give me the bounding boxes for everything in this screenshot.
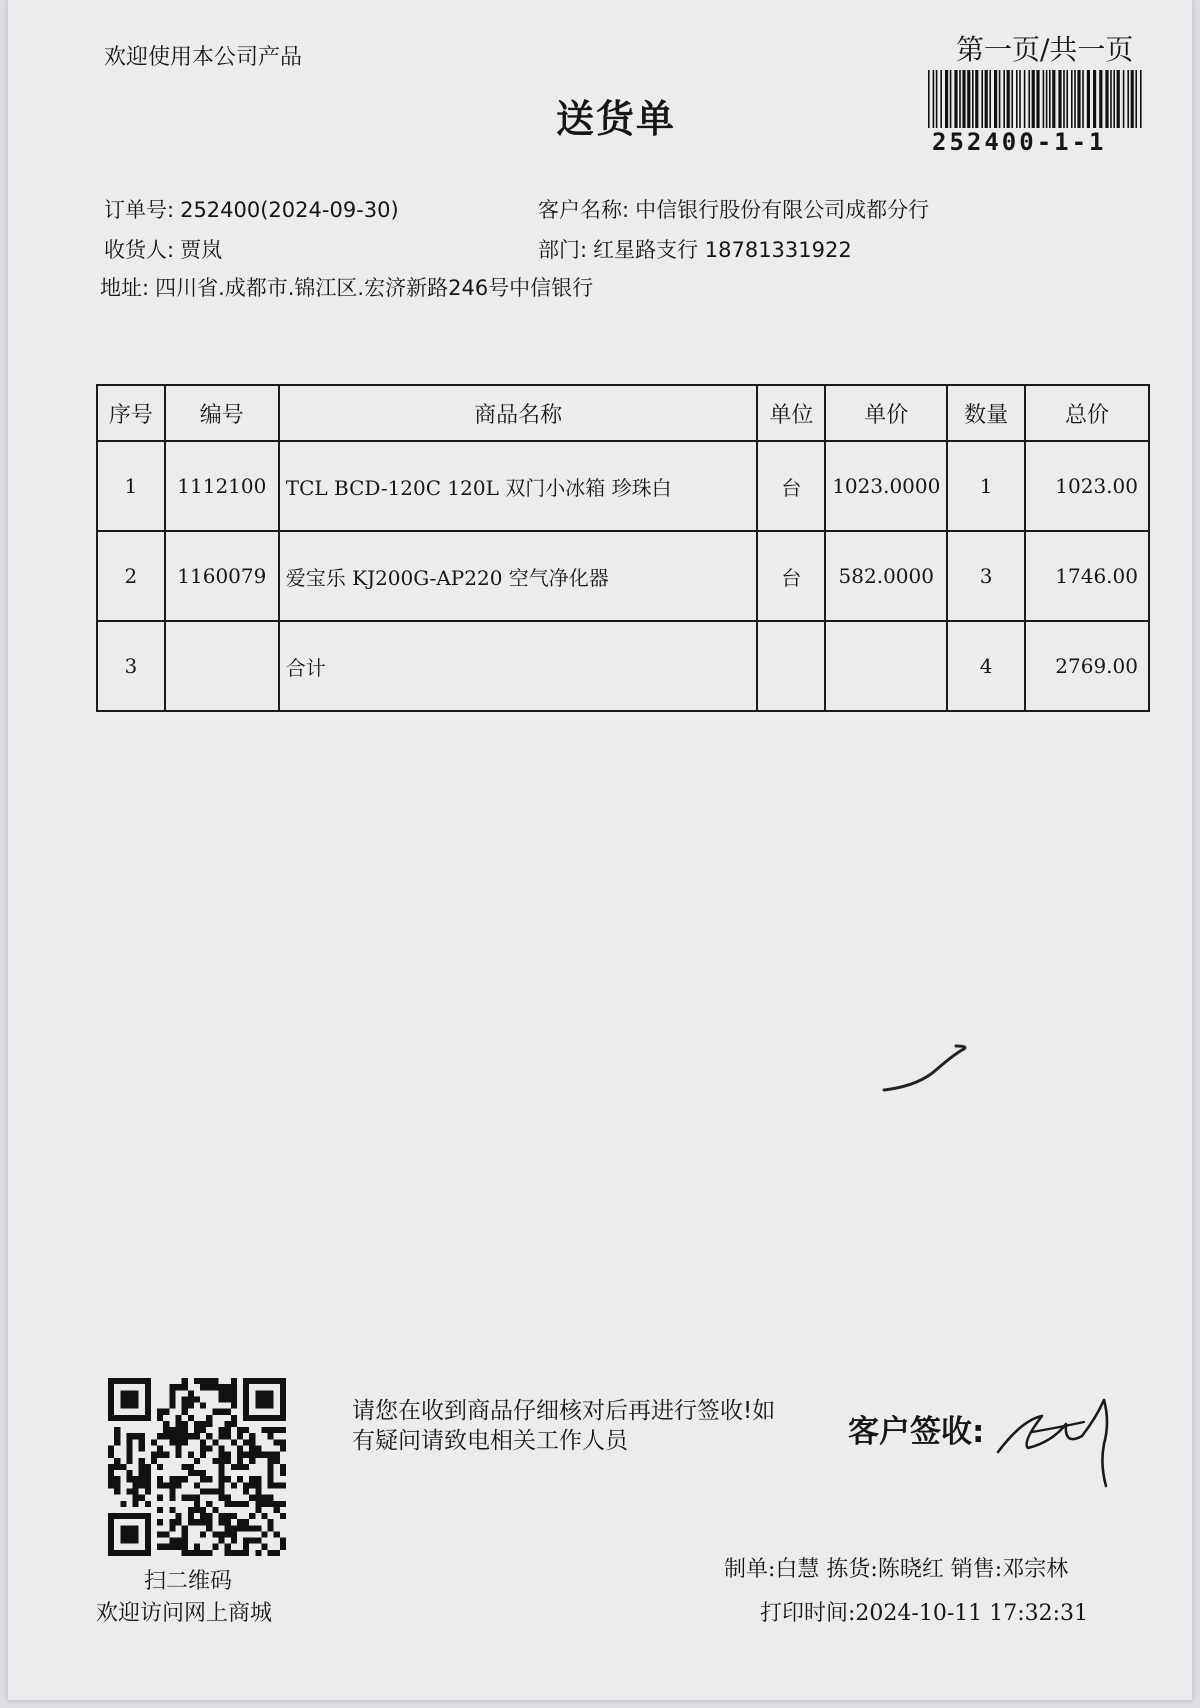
handwritten-signature-icon (992, 1392, 1122, 1490)
address (100, 272, 593, 302)
address-label: 地址: (100, 276, 150, 300)
receiver (104, 234, 222, 264)
cell-seq: 2 (97, 531, 165, 621)
customer-name-value: 中信银行股份有限公司成都分行 (635, 198, 930, 222)
cell-unit-price: 582.0000 (825, 531, 947, 621)
address-value: 四川省.成都市.锦江区.宏济新路246号中信银行 (155, 276, 594, 300)
department (538, 234, 852, 264)
header-product-name: 商品名称 (279, 385, 758, 441)
order-number-value: 252400(2024-09-30) (180, 198, 399, 222)
cell-quantity: 3 (947, 531, 1025, 621)
table-header-row (97, 385, 1149, 441)
sign-notice: 请您在收到商品仔细核对后再进行签收!如有疑问请致电相关工作人员 (352, 1398, 776, 1454)
header-seq: 序号 (97, 385, 165, 441)
cell-seq: 1 (97, 441, 165, 531)
header-unit: 单位 (757, 385, 825, 441)
table-row (97, 441, 1149, 531)
delivery-note-page (8, 0, 1192, 1700)
page-number: 第一页/共一页 (956, 33, 1134, 66)
department-value: 红星路支行 18781331922 (593, 238, 852, 262)
print-time: 打印时间:2024-10-11 17:32:31 (760, 1601, 1089, 1626)
qr-code-icon (108, 1378, 286, 1556)
cell-product-name: TCL BCD-120C 120L 双门小冰箱 珍珠白 (279, 441, 758, 531)
header-unit-price: 单价 (825, 385, 947, 441)
cell-unit-price: 1023.0000 (825, 441, 947, 531)
items-table (96, 384, 1150, 712)
cell-code (165, 621, 279, 711)
document-title: 送货单 (556, 97, 677, 141)
barcode-icon (928, 70, 1144, 128)
customer-name-label: 客户名称: (538, 198, 630, 222)
cell-product-name: 合计 (279, 621, 758, 711)
cell-unit: 台 (757, 441, 825, 531)
customer-name (538, 194, 929, 224)
table-row-total (97, 621, 1149, 711)
cell-code: 1160079 (165, 531, 279, 621)
cell-code: 1112100 (165, 441, 279, 531)
order-number (104, 194, 399, 224)
table-row (97, 531, 1149, 621)
header-quantity: 数量 (947, 385, 1025, 441)
receiver-value: 贾岚 (180, 238, 223, 262)
cell-quantity: 4 (947, 621, 1025, 711)
barcode-number: 252400-1-1 (932, 128, 1107, 156)
header-total: 总价 (1025, 385, 1149, 441)
cell-quantity: 1 (947, 441, 1025, 531)
header-code: 编号 (165, 385, 279, 441)
cell-total: 1746.00 (1025, 531, 1149, 621)
qr-caption-visit: 欢迎访问网上商城 (96, 1601, 273, 1626)
pen-mark-icon (878, 1040, 978, 1100)
order-number-label: 订单号: (104, 198, 175, 222)
welcome-text: 欢迎使用本公司产品 (104, 45, 303, 70)
customer-sign-label: 客户签收: (848, 1414, 985, 1450)
cell-unit (757, 621, 825, 711)
cell-product-name: 爱宝乐 KJ200G-AP220 空气净化器 (279, 531, 758, 621)
cell-total: 1023.00 (1025, 441, 1149, 531)
department-label: 部门: (538, 238, 588, 262)
cell-unit-price (825, 621, 947, 711)
cell-total: 2769.00 (1025, 621, 1149, 711)
cell-unit: 台 (757, 531, 825, 621)
qr-caption-scan: 扫二维码 (144, 1569, 233, 1594)
receiver-label: 收货人: (104, 238, 175, 262)
cell-seq: 3 (97, 621, 165, 711)
staff-line: 制单:白慧 拣货:陈晓红 销售:邓宗林 (724, 1557, 1069, 1582)
